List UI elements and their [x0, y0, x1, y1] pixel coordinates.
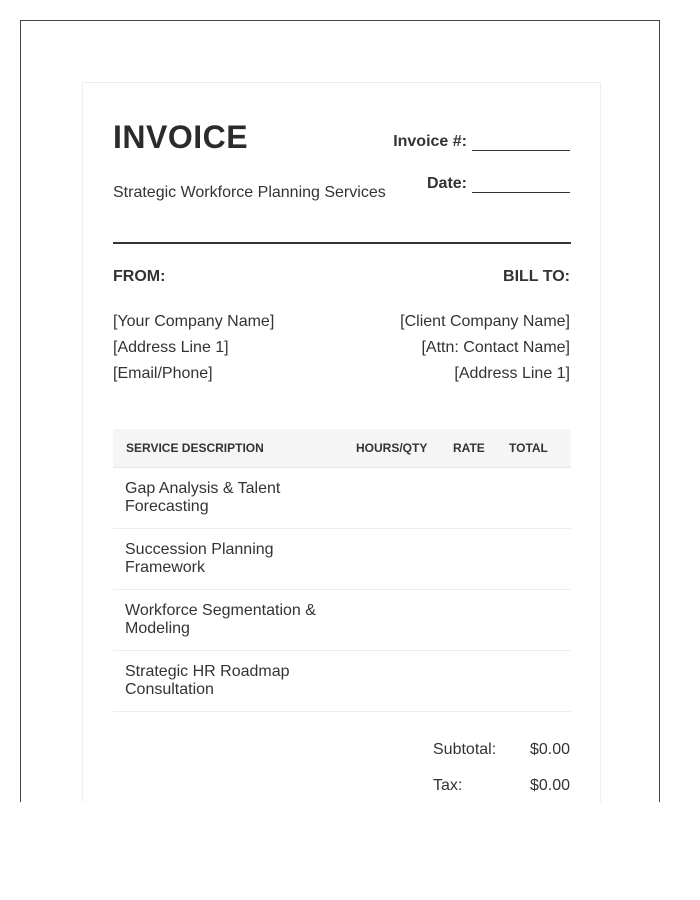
- table-header-row: [113, 429, 571, 468]
- from-address-line: [Address Line 1]: [113, 339, 229, 356]
- row-total: [509, 590, 571, 651]
- services-table: [113, 429, 571, 712]
- row-rate: [453, 468, 509, 529]
- invoice-number-row: [393, 133, 570, 151]
- row-qty: [356, 651, 453, 712]
- row-qty: [356, 529, 453, 590]
- row-description: Gap Analysis & Talent Forecasting: [113, 468, 356, 529]
- header-divider: [113, 242, 571, 244]
- tax-row: [433, 777, 570, 795]
- from-address: [113, 309, 274, 387]
- client-contact: [Attn: Contact Name]: [421, 339, 570, 356]
- row-total: [509, 529, 571, 590]
- tax-value: $0.00: [530, 777, 571, 794]
- row-qty: [356, 590, 453, 651]
- invoice-date-label: Date:: [426, 175, 467, 192]
- row-total: [509, 468, 571, 529]
- table-row: [113, 590, 571, 651]
- subtotal-row: [433, 741, 570, 759]
- row-rate: [453, 590, 509, 651]
- header-qty: HOURS/QTY: [356, 429, 453, 468]
- table-row: [113, 468, 571, 529]
- client-address-line: [Address Line 1]: [454, 365, 570, 382]
- row-description: Succession Planning Framework: [113, 529, 356, 590]
- table-row: [113, 651, 571, 712]
- invoice-sheet: [82, 82, 601, 802]
- row-description: Strategic HR Roadmap Consultation: [113, 651, 356, 712]
- subtotal-value: $0.00: [530, 741, 571, 758]
- page-frame: [20, 20, 660, 802]
- tax-label: Tax:: [433, 777, 463, 794]
- invoice-title: INVOICE: [113, 119, 249, 155]
- invoice-date-row: [427, 175, 570, 193]
- invoice-number-label: Invoice #:: [393, 133, 467, 150]
- client-company: [Client Company Name]: [400, 313, 570, 330]
- header-description: SERVICE DESCRIPTION: [113, 429, 356, 468]
- row-qty: [356, 468, 453, 529]
- bill-to-heading: BILL TO:: [503, 268, 570, 285]
- row-rate: [453, 529, 509, 590]
- from-heading: FROM:: [113, 268, 166, 285]
- invoice-date-blank: [472, 178, 570, 193]
- bill-to-address: [400, 309, 570, 387]
- from-company: [Your Company Name]: [113, 313, 275, 330]
- header-rate: RATE: [453, 429, 509, 468]
- row-description: Workforce Segmentation & Modeling: [113, 590, 356, 651]
- table-row: [113, 529, 571, 590]
- row-rate: [453, 651, 509, 712]
- invoice-subtitle: Strategic Workforce Planning Services: [113, 184, 386, 201]
- invoice-number-blank: [472, 136, 570, 151]
- from-contact: [Email/Phone]: [113, 365, 213, 382]
- header-total: TOTAL: [509, 429, 571, 468]
- row-total: [509, 651, 571, 712]
- subtotal-label: Subtotal:: [433, 741, 497, 758]
